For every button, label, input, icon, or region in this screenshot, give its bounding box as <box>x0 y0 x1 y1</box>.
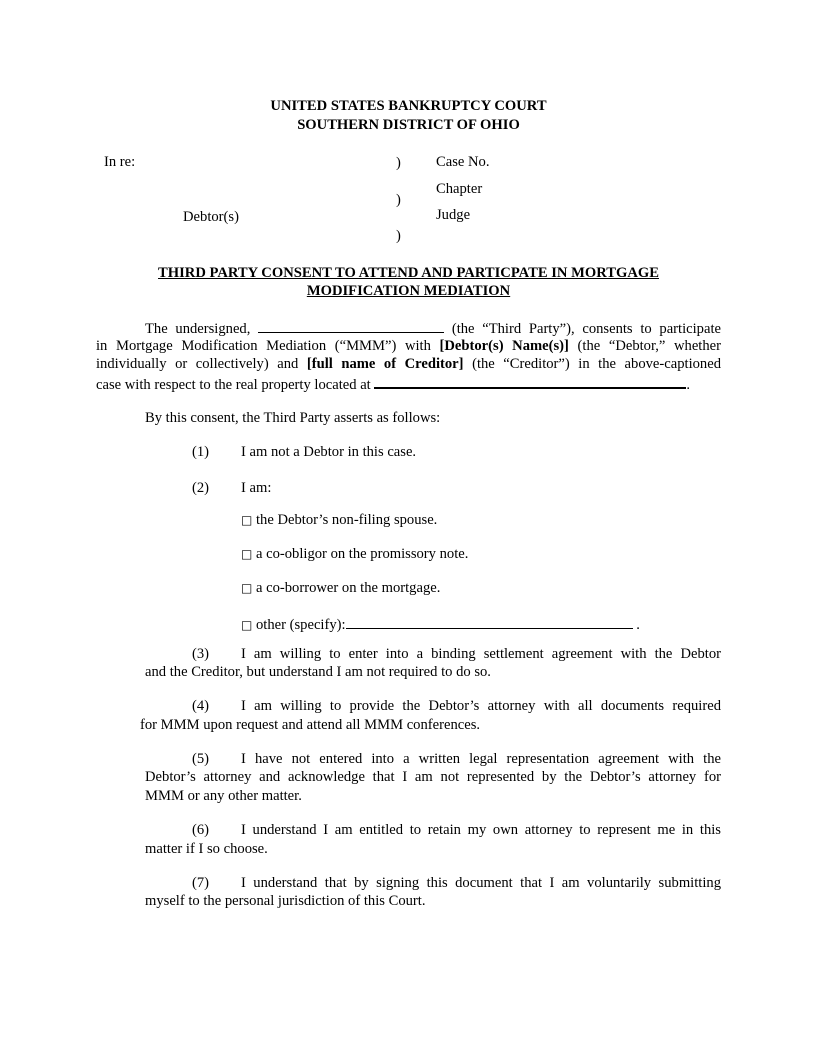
option-label: . <box>636 617 640 633</box>
checkbox-icon[interactable]: □ <box>241 513 253 527</box>
intro-text: (the “Debtor,” whether <box>577 338 721 354</box>
item-text-7-line-2: myself to the personal jurisdiction of this Court. <box>145 893 426 909</box>
in-re-label: In re: <box>104 154 136 170</box>
item-text-4-line-1: I am willing to provide the Debtor’s attorney with all documents required <box>241 698 721 714</box>
item-text-6-line-1: I understand I am entitled to retain my own attorney to represent me in this <box>241 822 721 838</box>
intro-text: (the “Third Party”), consents to participate <box>451 321 721 337</box>
other-specify-blank[interactable] <box>346 614 633 629</box>
chapter-label: Chapter <box>436 181 483 197</box>
option-other <box>241 614 640 635</box>
third-party-name-blank[interactable] <box>258 318 444 333</box>
item-text-5-line-1: I have not entered into a written legal representation agreement with the <box>241 751 721 767</box>
checkbox-icon[interactable]: □ <box>241 581 253 595</box>
intro-text: (the “Creditor”) in the above-captioned <box>472 356 721 372</box>
creditor-name-placeholder: [full name of Creditor] <box>306 356 464 372</box>
option-label: a co-obligor on the promissory note. <box>256 546 469 562</box>
document-title-line-1: THIRD PARTY CONSENT TO ATTEND AND PARTICPATE IN MORTGAGE <box>158 265 659 281</box>
item-number-2: (2) <box>192 480 210 496</box>
document-title-line-2: MODIFICATION MEDIATION <box>306 283 511 299</box>
checkbox-icon[interactable]: □ <box>241 618 253 632</box>
item-number-4: (4) <box>192 698 210 714</box>
option-label: the Debtor’s non-filing spouse. <box>256 512 438 528</box>
option-co-borrower <box>241 579 440 598</box>
intro-text: . <box>686 377 691 393</box>
item-number-5: (5) <box>192 751 210 767</box>
judge-label: Judge <box>436 207 471 223</box>
item-text-2: I am: <box>241 480 272 496</box>
intro-text: individually or collectively) and <box>96 356 299 372</box>
item-text-1: I am not a Debtor in this case. <box>241 444 417 460</box>
item-number-1: (1) <box>192 444 210 460</box>
option-non-filing-spouse <box>241 511 437 530</box>
intro-line-3 <box>96 355 721 374</box>
case-no-label: Case No. <box>436 154 490 170</box>
intro-text: The undersigned, <box>145 321 251 337</box>
debtors-label: Debtor(s) <box>183 209 239 225</box>
intro-text: in Mortgage Modification Mediation (“MMM”) with <box>96 338 431 354</box>
court-district: SOUTHERN DISTRICT OF OHIO <box>297 117 520 133</box>
caption-paren-3: ) <box>396 228 401 244</box>
intro-line-4 <box>96 373 690 395</box>
checkbox-icon[interactable]: □ <box>241 547 253 561</box>
item-text-5-line-3: MMM or any other matter. <box>145 788 302 804</box>
option-co-obligor <box>241 545 468 564</box>
caption-paren-1: ) <box>396 155 401 171</box>
debtor-name-placeholder: [Debtor(s) Name(s)] <box>439 338 569 354</box>
item-text-4-line-2: for MMM upon request and attend all MMM conferences. <box>140 717 481 733</box>
item-text-7-line-1: I understand that by signing this document that I am voluntarily submitting <box>241 875 721 891</box>
intro-line-2 <box>96 337 721 356</box>
item-number-3: (3) <box>192 646 210 662</box>
intro-line-1 <box>145 318 721 339</box>
caption-paren-2: ) <box>396 192 401 208</box>
item-text-6-line-2: matter if I so choose. <box>145 841 268 857</box>
intro-text: case with respect to the real property located at <box>96 377 371 393</box>
item-number-6: (6) <box>192 822 210 838</box>
option-label: a co-borrower on the mortgage. <box>256 580 441 596</box>
property-address-blank[interactable] <box>374 373 686 389</box>
item-number-7: (7) <box>192 875 210 891</box>
court-name: UNITED STATES BANKRUPTCY COURT <box>270 98 547 114</box>
option-label: other (specify): <box>256 617 346 633</box>
item-text-3-line-1: I am willing to enter into a binding settlement agreement with the Debtor <box>241 646 721 662</box>
item-text-3-line-2: and the Creditor, but understand I am not required to do so. <box>145 664 491 680</box>
item-text-5-line-2: Debtor’s attorney and acknowledge that I am not represented by the Debtor’s attorney for <box>145 769 721 785</box>
assertion-intro: By this consent, the Third Party asserts as follows: <box>145 410 441 426</box>
